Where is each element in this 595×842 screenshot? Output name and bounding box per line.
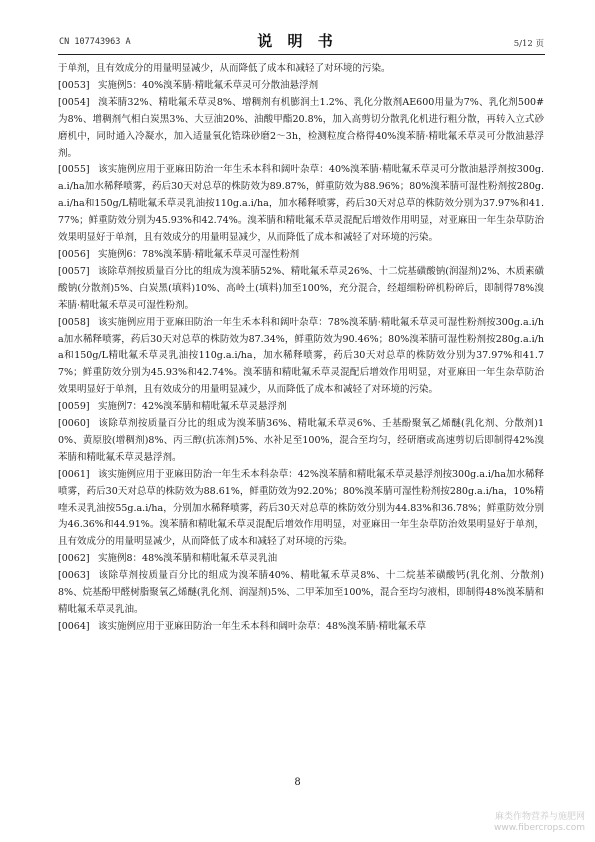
page-header — [0, 0, 595, 60]
page-number: 8 — [294, 777, 301, 788]
paragraph-text: 该实施例应用于亚麻田防治一年生禾本科和阔叶杂草：40%溴苯腈·精吡氟禾草灵可分散油悬浮剂按300g.a.i/ha加水稀释喷雾，药后30天对总草的株防效为89.87%，鲜重防效为88.96%；80%溴苯腈可湿性粉剂按280g.a.i/ha和150g/L精吡氟禾草灵乳油按110g.a.i/ha，加水稀释喷雾，药后30天对总草的株防效分别为37.97%和41.77%；鲜重防效分别为45.93%和42.74%。溴苯腈和精吡氟禾草灵混配后增效作用明显，对亚麻田一年生杂草防治效果明显好于单剂，且有效成分的用量明显减少，从而降低了成本和减轻了对环境的污染。 — [58, 164, 544, 244]
paragraph-text: 该除草剂按质量百分比的组成为溴苯腈36%、精吡氟禾草灵6%、壬基酚聚氧乙烯醚(乳化剂、分散剂)10%、黄原胶(增稠剂)8%、丙三醇(抗冻剂)5%、水补足至100%，混合至均匀，经研磨或高速剪切后即制得42%溴苯腈和精吡氟禾草灵悬浮剂。 — [58, 418, 544, 463]
paragraph-text: 该除草剂按质量百分比的组成为溴苯腈52%、精吡氟禾草灵26%、十二烷基磺酸钠(润湿剂)2%、木质素磺酸钠(分散剂)5%、白炭黑(填料)10%、高岭土(填料)加至100%，充分混合，经超细粉碎机粉碎后，即制得78%溴苯腈·精吡氟禾草灵可湿性粉剂。 — [58, 265, 544, 311]
paragraph — [58, 162, 544, 247]
paragraph-number: [0061] — [58, 468, 90, 480]
page-count: 5/12 页 — [513, 39, 544, 49]
paragraph-number: [0054] — [58, 96, 90, 108]
paragraph-number: [0058] — [58, 316, 90, 328]
paragraph — [58, 264, 544, 315]
document-body — [58, 61, 544, 636]
paragraph-number: [0063] — [58, 570, 90, 582]
paragraph-text: 实施例8：48%溴苯腈和精吡氟禾草灵乳油 — [98, 553, 278, 565]
paragraph — [58, 61, 544, 78]
paragraph-text: 该实施例应用于亚麻田防治一年生禾本科杂草：42%溴苯腈和精吡氟禾草灵悬浮剂按300g.a.i/ha加水稀释喷雾，药后30天对总草的株防效为88.61%，鲜重防效为92.20%；80%溴苯腈可湿性粉剂按280g.a.i/ha，10%精喹禾灵乳油按55g.a.i/ha，分别加水稀释喷雾，药后30天对总草的株防效分别为44.83%和36.78%；鲜重防效分别为46.36%和44.91%。溴苯腈和精吡氟禾草灵混配后增效作用明显，对亚麻田一年生杂草防治效果明显好于单剂，且有效成分的用量明显减少，从而降低了成本和减轻了对环境的污染。 — [58, 468, 544, 548]
document-number: CN 107743963 A — [59, 37, 131, 47]
page-title: 说 明 书 — [257, 32, 338, 50]
paragraph-number: [0056] — [58, 248, 90, 260]
watermark-site-name: 麻类作物营养与施肥网 — [494, 812, 585, 822]
paragraph-text: 该实施例应用于亚麻田防治一年生禾本科和阔叶杂草：48%溴苯腈·精吡氟禾草 — [98, 620, 427, 632]
paragraph — [58, 247, 544, 264]
paragraph — [58, 568, 544, 619]
paragraph-text: 实施例6：78%溴苯腈·精吡氟禾草灵可湿性粉剂 — [98, 248, 300, 260]
paragraph — [58, 95, 544, 163]
paragraph-number: [0064] — [58, 620, 90, 632]
paragraph-number: [0057] — [58, 265, 90, 277]
paragraph — [58, 467, 544, 552]
paragraph-text: 于单剂，且有效成分的用量明显减少，从而降低了成本和减轻了对环境的污染。 — [58, 63, 391, 74]
paragraph-number: [0062] — [58, 553, 90, 565]
paragraph — [58, 551, 544, 568]
paragraph — [58, 619, 544, 636]
paragraph-number: [0055] — [58, 164, 90, 176]
paragraph-text: 该除草剂按质量百分比的组成为溴苯腈40%、精吡氟禾草灵8%、十二烷基苯磺酸钙(乳化剂、分散剂)8%、烷基酚甲醛树脂聚氧乙烯醚(乳化剂、润湿剂)5%、二甲苯加至100%，混合至均匀液相，即制得48%溴苯腈和精吡氟禾草灵乳油。 — [58, 570, 544, 615]
header-divider — [58, 54, 545, 55]
paragraph — [58, 78, 544, 95]
paragraph-text: 该实施例应用于亚麻田防治一年生禾本科和阔叶杂草：78%溴苯腈·精吡氟禾草灵可湿性粉剂按300g.a.i/ha加水稀释喷雾，药后30天对总草的株防效为87.34%，鲜重防效为90.46%；80%溴苯腈可湿性粉剂按280g.a.i/ha和150g/L精吡氟禾草灵乳油按110g.a.i/ha，加水稀释喷雾，药后30天对总草的株防效分别为37.97%和41.77%；鲜重防效分别为45.93%和42.74%。溴苯腈和精吡氟禾草灵混配后增效作用明显，对亚麻田一年生杂草防治效果明显好于单剂，且有效成分的用量明显减少，从而降低了成本和减轻了对环境的污染。 — [58, 316, 544, 396]
paragraph-text: 实施例5：40%溴苯腈·精吡氟禾草灵可分散油悬浮剂 — [98, 79, 319, 91]
paragraph-number: [0053] — [58, 79, 90, 91]
paragraph — [58, 399, 544, 416]
paragraph — [58, 416, 544, 467]
paragraph — [58, 315, 544, 400]
paragraph-text: 实施例7：42%溴苯腈和精吡氟禾草灵悬浮剂 — [98, 401, 287, 413]
paragraph-number: [0060] — [58, 418, 90, 430]
paragraph-text: 溴苯腈32%、精吡氟禾草灵8%、增稠剂有机膨润土1.2%、乳化分散剂AE600用量为7%、乳化剂500#为8%、增稠剂气相白炭黑3%、大豆油20%、油酸甲酯20.8%，加入高剪切分散乳化机进行粗分散，再转入立式砂磨机中，同时通入冷凝水，加入适量氧化锆珠砂磨2～3h，检测粒度合格得40%溴苯腈·精吡氟禾草灵可分散油悬浮剂。 — [58, 96, 544, 159]
watermark-url: www.fibercrops.com — [494, 823, 585, 833]
paragraph-number: [0059] — [58, 401, 90, 413]
watermark — [494, 812, 585, 834]
